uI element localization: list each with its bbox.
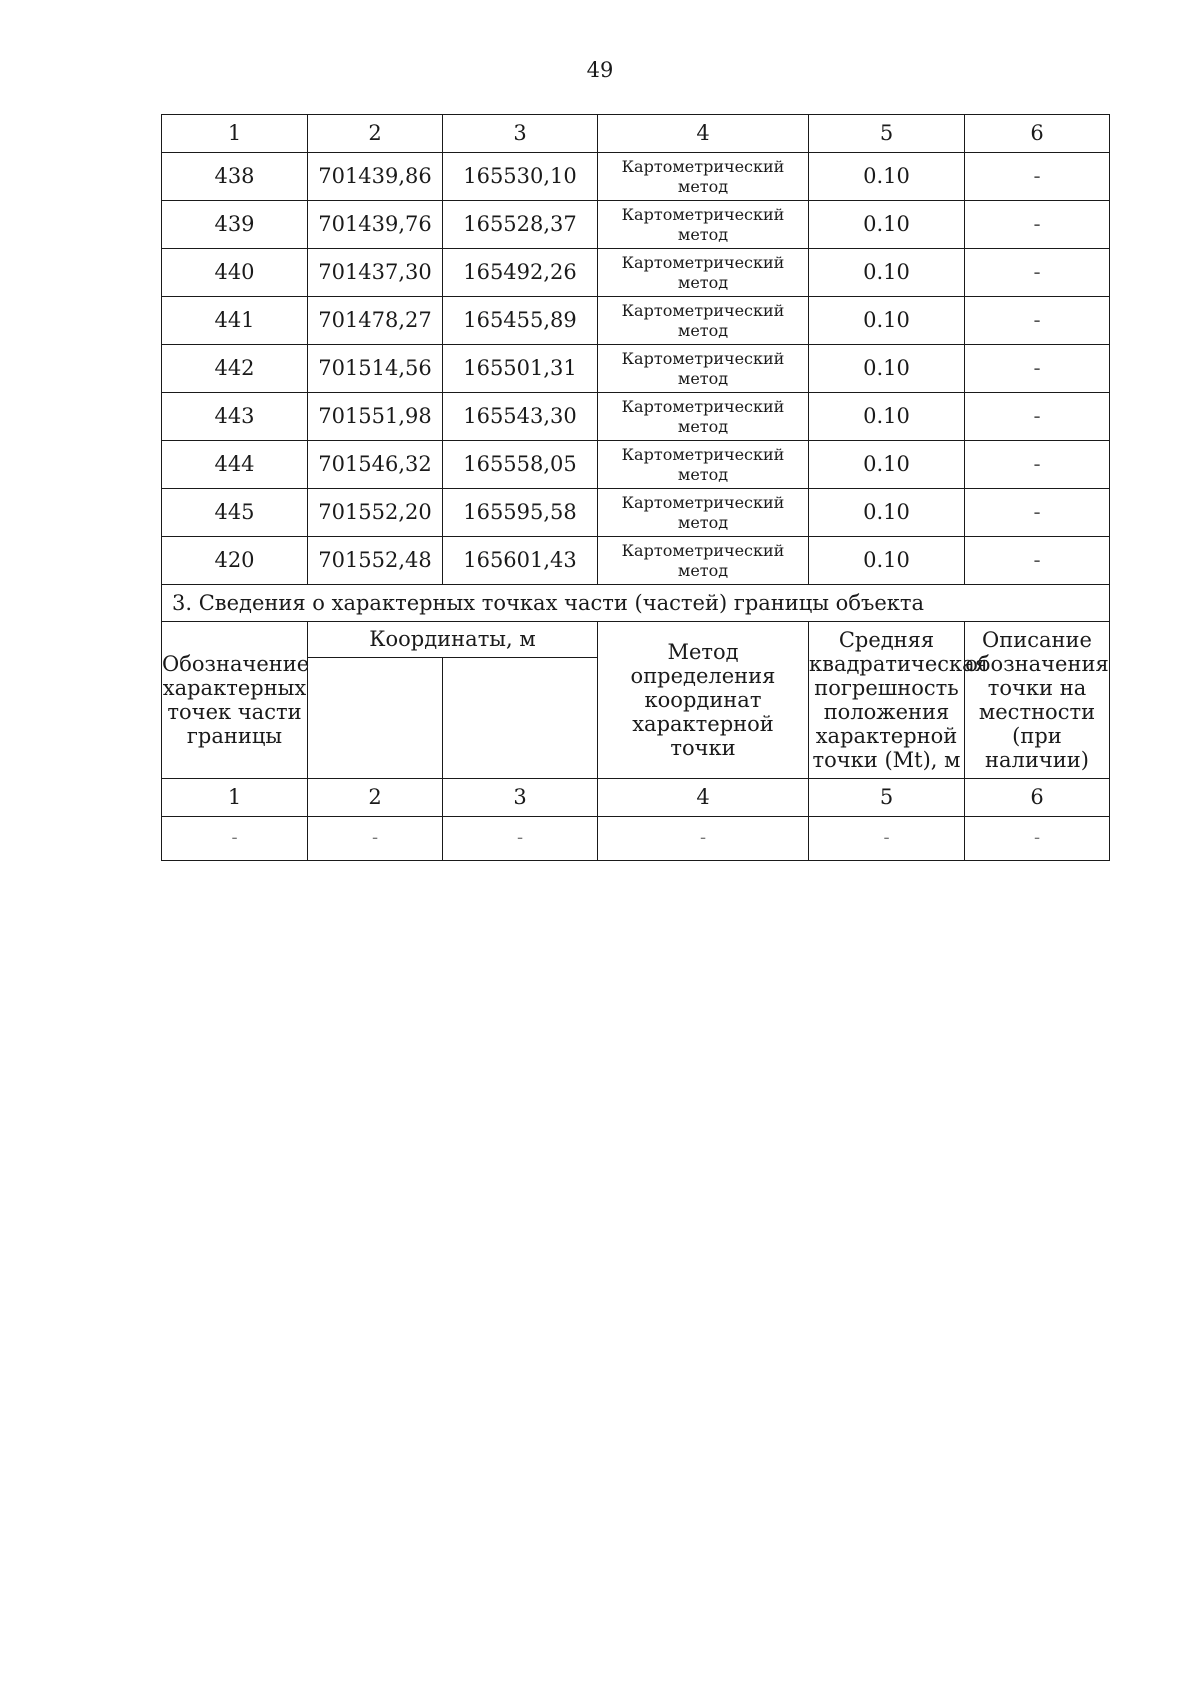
method-header: Метод определения координат характерной точки [598, 622, 809, 779]
method-cell: Картометрический метод [598, 297, 809, 345]
point-cell: 438 [162, 153, 308, 201]
empty-cell: - [965, 817, 1110, 861]
method-cell: Картометрический метод [598, 345, 809, 393]
point-cell: 440 [162, 249, 308, 297]
header-row [162, 622, 1110, 658]
description-cell: - [965, 249, 1110, 297]
y-coordinate-cell: 165492,26 [443, 249, 598, 297]
accuracy-cell: 0.10 [809, 537, 965, 585]
method-cell: Картометрический метод [598, 537, 809, 585]
column-number: 2 [308, 115, 443, 153]
y-coordinate-cell: 165543,30 [443, 393, 598, 441]
accuracy-cell: 0.10 [809, 393, 965, 441]
empty-cell: - [809, 817, 965, 861]
column-number: 4 [598, 115, 809, 153]
column-number: 1 [162, 779, 308, 817]
x-coordinate-cell: 701546,32 [308, 441, 443, 489]
column-number: 5 [809, 779, 965, 817]
x-coordinate-cell: 701437,30 [308, 249, 443, 297]
accuracy-cell: 0.10 [809, 489, 965, 537]
point-cell: 420 [162, 537, 308, 585]
y-coordinate-cell: 165530,10 [443, 153, 598, 201]
point-cell: 443 [162, 393, 308, 441]
y-coordinate-cell: 165528,37 [443, 201, 598, 249]
table-row [162, 393, 1110, 441]
x-coordinate-cell: 701552,48 [308, 537, 443, 585]
accuracy-cell: 0.10 [809, 153, 965, 201]
x-coordinate-cell: 701514,56 [308, 345, 443, 393]
table-row [162, 489, 1110, 537]
empty-cell: - [443, 817, 598, 861]
table-row [162, 153, 1110, 201]
method-cell: Картометрический метод [598, 153, 809, 201]
table-row [162, 537, 1110, 585]
table-row [162, 817, 1110, 861]
method-cell: Картометрический метод [598, 249, 809, 297]
description-cell: - [965, 297, 1110, 345]
column-number: 2 [308, 779, 443, 817]
description-cell: - [965, 537, 1110, 585]
x-coordinate-cell: 701552,20 [308, 489, 443, 537]
column-number: 6 [965, 115, 1110, 153]
description-cell: - [965, 201, 1110, 249]
method-cell: Картометрический метод [598, 489, 809, 537]
accuracy-cell: 0.10 [809, 249, 965, 297]
table-row [162, 249, 1110, 297]
accuracy-cell: 0.10 [809, 201, 965, 249]
table-row [162, 201, 1110, 249]
accuracy-cell: 0.10 [809, 297, 965, 345]
section-title-row [162, 585, 1110, 622]
empty-cell: - [162, 817, 308, 861]
point-cell: 442 [162, 345, 308, 393]
column-number: 6 [965, 779, 1110, 817]
point-cell: 444 [162, 441, 308, 489]
table-row [162, 297, 1110, 345]
method-cell: Картометрический метод [598, 201, 809, 249]
description-cell: - [965, 441, 1110, 489]
column-number: 4 [598, 779, 809, 817]
description-cell: - [965, 345, 1110, 393]
accuracy-cell: 0.10 [809, 345, 965, 393]
column-number: 3 [443, 115, 598, 153]
point-cell: 439 [162, 201, 308, 249]
description-cell: - [965, 393, 1110, 441]
table-row [162, 441, 1110, 489]
y-coordinate-cell: 165595,58 [443, 489, 598, 537]
y-coordinate-cell: 165455,89 [443, 297, 598, 345]
method-cell: Картометрический метод [598, 393, 809, 441]
x-coordinate-cell: 701478,27 [308, 297, 443, 345]
coordinates-header: Координаты, м [308, 622, 598, 658]
x-coordinate-header [308, 658, 443, 779]
x-coordinate-cell: 701439,86 [308, 153, 443, 201]
empty-cell: - [598, 817, 809, 861]
table-row [162, 345, 1110, 393]
y-coordinate-cell: 165558,05 [443, 441, 598, 489]
point-cell: 445 [162, 489, 308, 537]
empty-cell: - [308, 817, 443, 861]
description-cell: - [965, 153, 1110, 201]
y-coordinate-cell: 165601,43 [443, 537, 598, 585]
accuracy-cell: 0.10 [809, 441, 965, 489]
x-coordinate-cell: 701551,98 [308, 393, 443, 441]
column-number: 3 [443, 779, 598, 817]
x-coordinate-cell: 701439,76 [308, 201, 443, 249]
coordinates-table [161, 114, 1110, 861]
section-title: 3. Сведения о характерных точках части (частей) границы объекта [162, 585, 1110, 622]
y-coordinate-header [443, 658, 598, 779]
point-cell: 441 [162, 297, 308, 345]
description-header: Описание обозначения точки на местности (при наличии) [965, 622, 1110, 779]
y-coordinate-cell: 165501,31 [443, 345, 598, 393]
column-number: 1 [162, 115, 308, 153]
column-number: 5 [809, 115, 965, 153]
point-designation-header: Обозначение характерных точек части границы [162, 622, 308, 779]
column-number-row [162, 115, 1110, 153]
accuracy-header: Средняя квадратическая погрешность положения характерной точки (Mt), м [809, 622, 965, 779]
method-cell: Картометрический метод [598, 441, 809, 489]
page-number: 49 [586, 58, 614, 82]
description-cell: - [965, 489, 1110, 537]
column-number-row [162, 779, 1110, 817]
